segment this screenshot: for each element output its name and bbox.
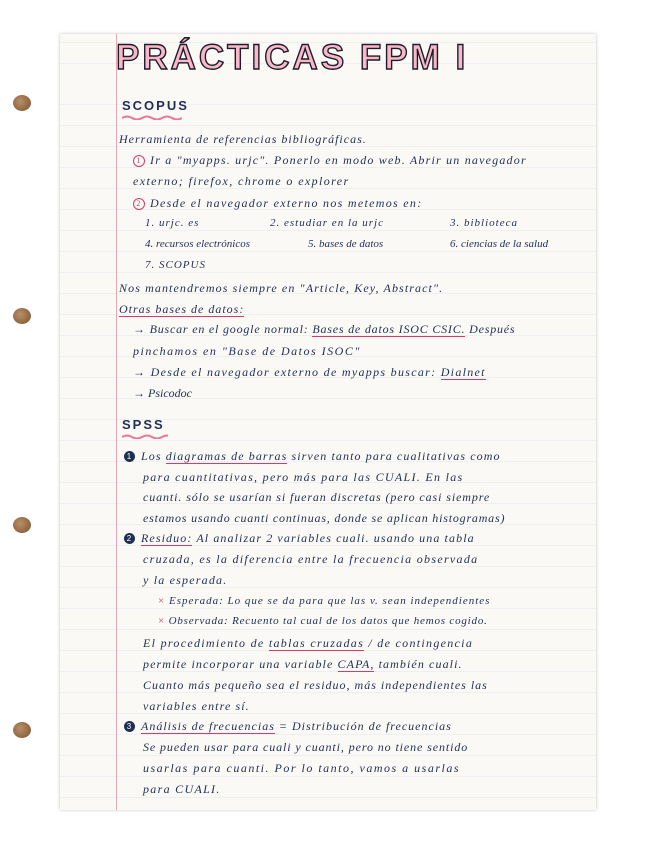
p2-term: Residuo: xyxy=(141,531,193,545)
step-number-badge: 1 xyxy=(133,155,145,167)
scopus-step2 xyxy=(133,196,423,211)
other-bullet3: → Psicodoc xyxy=(133,386,192,400)
spss-heading: SPSS xyxy=(122,417,165,432)
option-item: 2. estudiar en la urjc xyxy=(270,217,384,229)
scopus-heading: SCOPUS xyxy=(122,98,189,113)
spss-point3-line4: para CUALI. xyxy=(143,782,221,796)
x1-text: Lo que se da para que las v. sean independientes xyxy=(227,595,491,607)
spss-point2-line7: variables entre sí. xyxy=(143,699,250,713)
spss-sub-observed xyxy=(158,615,488,627)
spss-point2-line2: cruzada, es la diferencia entre la frecuencia observada xyxy=(143,552,479,566)
p2-l4-pre: El procedimiento de xyxy=(143,636,265,650)
spss-point3-line1 xyxy=(124,719,452,734)
bullet1-post: Después xyxy=(469,322,516,336)
option-item: 7. SCOPUS xyxy=(145,259,206,271)
spss-point3-line2: Se pueden usar para cuali y cuanti, pero no tiene sentido xyxy=(143,740,469,754)
scopus-intro: Herramienta de referencias bibliográficas. xyxy=(119,132,367,146)
bullet2-pre: → Desde el navegador externo de myapps buscar: xyxy=(133,365,437,379)
option-item: 4. recursos electrónicos xyxy=(145,238,250,250)
p1-term: diagramas de barras xyxy=(165,449,288,463)
spss-point2-line3: y la esperada. xyxy=(143,573,228,587)
binder-hole xyxy=(13,95,31,111)
p2-l4-post: / de contingencia xyxy=(368,636,474,650)
x1-label: Esperada: xyxy=(168,595,224,607)
step2-text: Desde el navegador externo nos metemos en: xyxy=(150,196,423,210)
binder-hole xyxy=(13,722,31,738)
other-bullet1-cont: pinchamos en "Base de Datos ISOC" xyxy=(133,344,361,358)
p3-term: Análisis de frecuencias xyxy=(141,719,275,733)
option-item: 3. biblioteca xyxy=(450,217,518,229)
spss-point2-line5 xyxy=(143,657,463,672)
x-mark: × xyxy=(158,615,166,627)
p2-l5-pre: permite incorporar una variable xyxy=(143,657,334,671)
x2-label: Observada: xyxy=(168,615,229,627)
option-item: 5. bases de datos xyxy=(308,238,384,250)
scopus-step1-line2: externo; firefox, chrome o explorer xyxy=(133,174,350,188)
point-number-badge: 1 xyxy=(124,451,135,462)
spss-sub-expected xyxy=(158,595,490,607)
p2-line1-text: Al analizar 2 variables cuali. usando una tabla xyxy=(196,531,475,545)
point-number-badge: 3 xyxy=(124,721,135,732)
p1-post: sirven tanto para cualitativas como xyxy=(291,449,501,463)
spss-point2-line6: Cuanto más pequeño sea el residuo, más independientes las xyxy=(143,678,488,692)
x-mark: × xyxy=(158,595,166,607)
page-title: PRÁCTICAS FPM I xyxy=(116,38,469,77)
option-item: 1. urjc. es xyxy=(145,217,200,229)
scopus-keep: Nos mantendremos siempre en "Article, Key, Abstract". xyxy=(119,281,444,295)
spss-point3-line3: usarlas para cuanti. Por lo tanto, vamos a usarlas xyxy=(143,761,461,775)
heading-squiggle xyxy=(122,434,168,439)
heading-squiggle xyxy=(122,115,182,120)
binder-hole xyxy=(13,517,31,533)
other-bullet2 xyxy=(133,365,486,380)
spss-point2-line1 xyxy=(124,531,475,546)
option-item: 6. ciencias de la salud xyxy=(450,238,549,250)
p1-pre: Los xyxy=(141,449,162,463)
spss-point1-line4: estamos usando cuanti continuas, donde se aplican histogramas) xyxy=(143,511,506,525)
scopus-step1-line1 xyxy=(133,153,527,168)
x2-text: Recuento tal cual de los datos que hemos cogido. xyxy=(232,615,488,627)
isoc-link[interactable]: Bases de datos ISOC CSIC. xyxy=(312,322,466,336)
spss-point1-line1 xyxy=(124,449,501,464)
p2-l5-post: también cuali. xyxy=(378,657,463,671)
p2-l4-term: tablas cruzadas xyxy=(268,636,365,650)
other-bullet1 xyxy=(133,322,515,337)
step1-text: Ir a "myapps. urjc". Ponerlo en modo web. Abrir un navegador xyxy=(150,153,527,167)
step-number-badge: 2 xyxy=(133,198,145,210)
p2-l5-term: CAPA, xyxy=(337,657,375,671)
other-heading xyxy=(119,302,244,317)
spss-point2-line4 xyxy=(143,636,473,651)
binder-hole xyxy=(13,308,31,324)
spss-point1-line2: para cuantitativas, pero más para las CUALI. En las xyxy=(143,470,464,484)
dialnet-link[interactable]: Dialnet xyxy=(440,365,486,379)
other-heading-text: Otras bases de datos: xyxy=(119,302,245,316)
point-number-badge: 2 xyxy=(124,533,135,544)
spss-point1-line3: cuanti. sólo se usarían si fueran discretas (pero casi siempre xyxy=(143,490,491,504)
bullet1-pre: → Buscar en el google normal: xyxy=(133,322,309,336)
p3-post: = Distribución de frecuencias xyxy=(278,719,452,733)
